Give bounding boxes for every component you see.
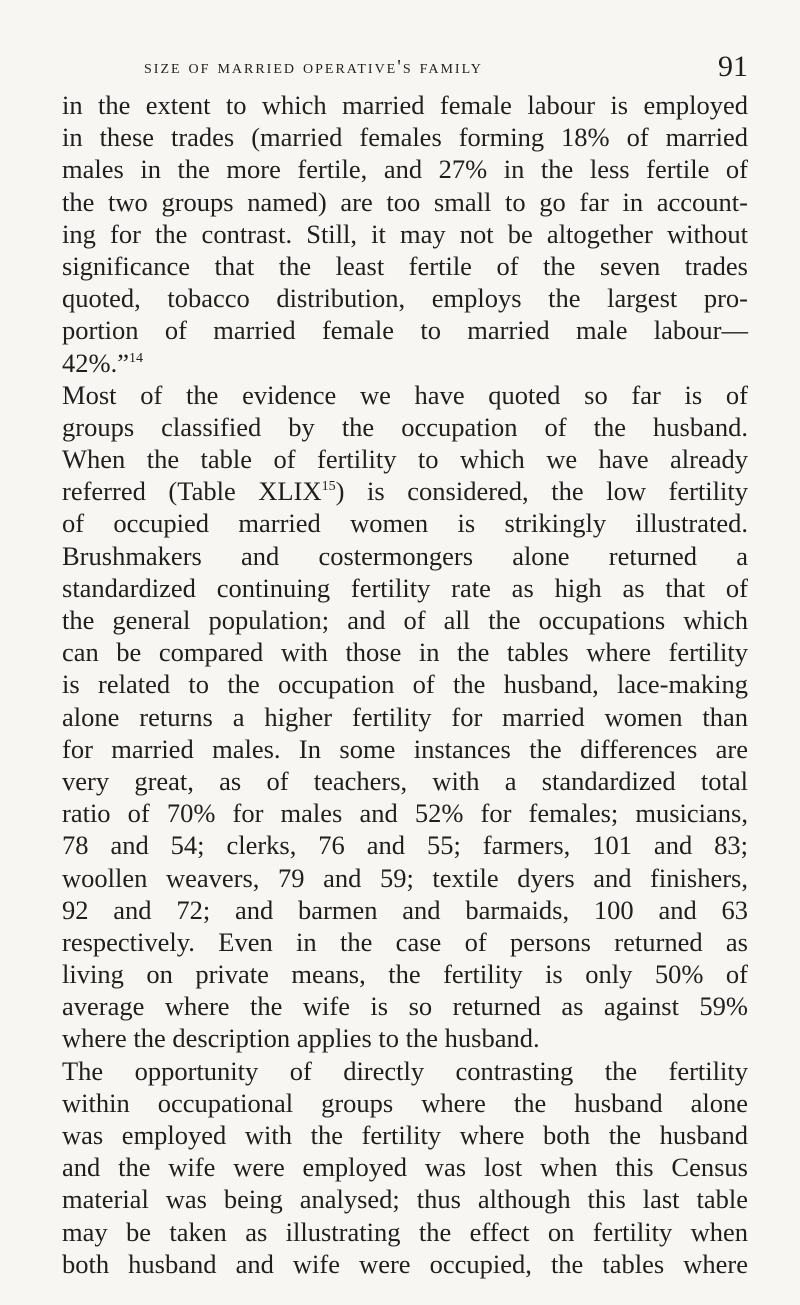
text-line — [62, 636, 748, 668]
text-line — [62, 862, 748, 894]
text-line — [62, 347, 748, 379]
line-text: Most of the evidence we have quoted so far is of — [62, 379, 748, 410]
line-text: very great, as of teachers, with a standardized total — [62, 765, 748, 796]
text-line — [62, 121, 748, 153]
text-line — [62, 1055, 748, 1087]
text-line — [62, 733, 748, 765]
line-text: standardized continuing fertility rate as high as that of — [62, 572, 748, 603]
running-head: size of married operative's family — [144, 56, 483, 78]
line-text: males in the more fertile, and 27% in the less fertile of — [62, 154, 748, 185]
line-text: 42%.” — [62, 347, 129, 378]
text-line — [62, 765, 748, 797]
text-line — [62, 1022, 748, 1054]
line-text: was employed with the fertility where both the husband — [62, 1120, 748, 1150]
line-text: can be compared with those in the tables where fertility — [62, 637, 748, 668]
text-line — [62, 89, 748, 121]
text-line — [62, 1087, 748, 1119]
line-text: significance that the least fertile of the seven trades — [62, 250, 748, 281]
body-text — [62, 89, 748, 1280]
text-line — [62, 1216, 748, 1248]
text-line — [62, 1248, 748, 1280]
line-text: 92 and 72; and barmen and barmaids, 100 and 63 — [62, 894, 748, 925]
line-text: of occupied married women is strikingly illustrated. — [62, 508, 748, 539]
page-header — [62, 50, 748, 90]
text-line — [62, 314, 748, 346]
line-text: may be taken as illustrating the effect on fertility when — [62, 1216, 748, 1247]
line-text: woollen weavers, 79 and 59; textile dyers and finishers, — [62, 862, 748, 893]
text-line — [62, 540, 748, 572]
line-text: groups classified by the occupation of the husband. — [62, 411, 748, 442]
text-line — [62, 1119, 748, 1151]
line-text: average where the wife is so returned as against 59% — [62, 991, 748, 1022]
line-text: in these trades (married females forming 18% of married — [62, 122, 748, 153]
line-text: ing for the contrast. Still, it may not be altogether without — [62, 218, 748, 249]
text-line — [62, 507, 748, 539]
line-text: portion of married female to married male labour— — [62, 315, 748, 346]
text-line — [62, 604, 748, 636]
text-line — [62, 475, 748, 507]
text-line — [62, 411, 748, 443]
line-text: where the description applies to the husband. — [62, 1023, 540, 1054]
text-line — [62, 572, 748, 604]
line-text: the general population; and of all the occupations which — [62, 605, 748, 635]
text-line — [62, 1183, 748, 1215]
line-text: 78 and 54; clerks, 76 and 55; farmers, 101 and 83; — [62, 830, 748, 861]
line-text: material was being analysed; thus although this last table — [62, 1184, 748, 1215]
text-line — [62, 701, 748, 733]
line-text: respectively. Even in the case of persons returned as — [62, 926, 748, 957]
page-number: 91 — [718, 50, 748, 83]
line-text: and the wife were employed was lost when this Census — [62, 1152, 748, 1183]
line-text: living on private means, the fertility is only 50% of — [62, 959, 748, 990]
text-line — [62, 829, 748, 861]
line-text: in the extent to which married female labour is employed — [62, 90, 748, 120]
line-text: both husband and wife were occupied, the tables where — [62, 1248, 748, 1279]
text-line — [62, 958, 748, 990]
text-line — [62, 1151, 748, 1183]
text-line — [62, 218, 748, 250]
line-text: the two groups named) are too small to go far in account- — [62, 186, 748, 217]
line-text: quoted, tobacco distribution, employs the largest pro- — [62, 283, 748, 314]
line-text: Brushmakers and costermongers alone returned a — [62, 540, 748, 571]
line-text-after: ) is considered, the low fertility — [335, 476, 749, 507]
text-line — [62, 990, 748, 1022]
line-text: The opportunity of directly contrasting the fertility — [62, 1055, 748, 1086]
text-line — [62, 153, 748, 185]
line-text: is related to the occupation of the husband, lace-making — [62, 669, 748, 700]
line-text: alone returns a higher fertility for married women than — [62, 701, 748, 732]
line-text: within occupational groups where the husband alone — [62, 1087, 748, 1118]
text-line — [62, 379, 748, 411]
text-line — [62, 186, 748, 218]
text-line — [62, 443, 748, 475]
line-text: ratio of 70% for males and 52% for females; musicians, — [62, 798, 748, 829]
text-line — [62, 797, 748, 829]
footnote-marker: 15 — [321, 479, 336, 495]
line-text: referred (Table XLIX — [62, 476, 322, 507]
text-line — [62, 668, 748, 700]
text-line — [62, 250, 748, 282]
line-text: for married males. In some instances the differences are — [62, 733, 748, 764]
text-line — [62, 894, 748, 926]
text-line — [62, 926, 748, 958]
footnote-marker: 14 — [128, 350, 143, 366]
line-text: When the table of fertility to which we have already — [62, 444, 748, 475]
text-line — [62, 282, 748, 314]
